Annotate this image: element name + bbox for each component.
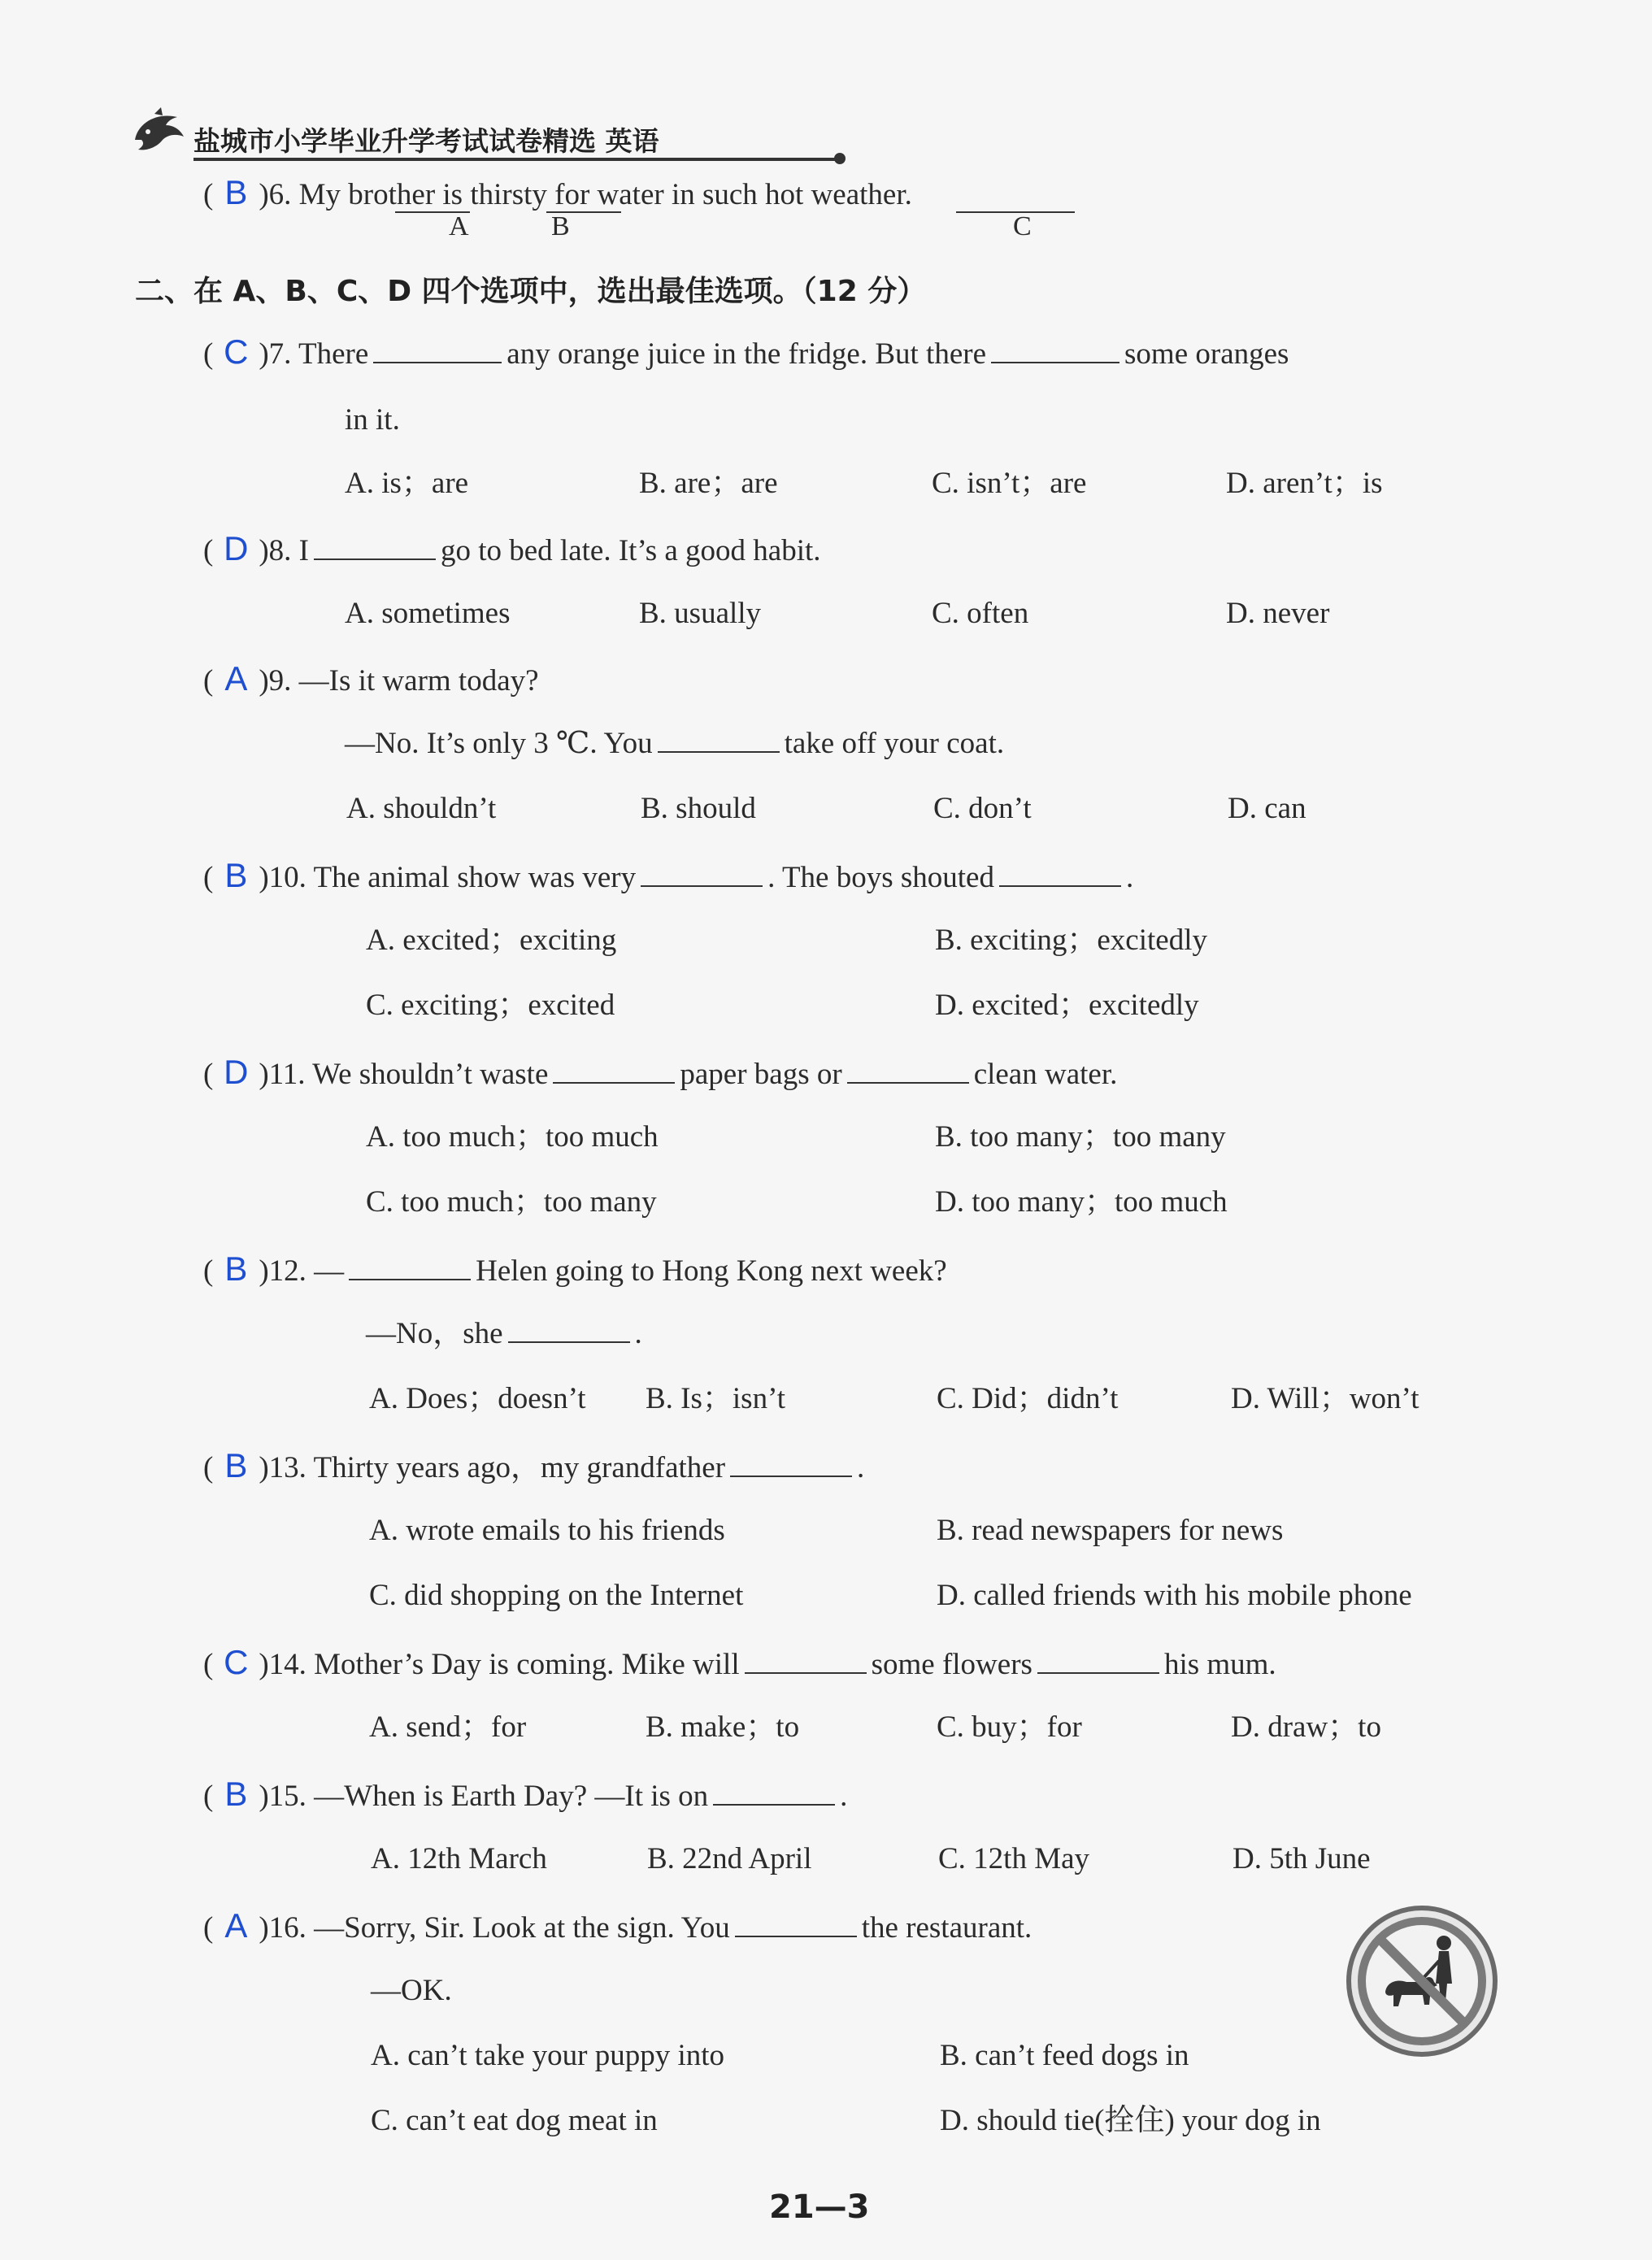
- answer: B: [224, 856, 248, 894]
- question-13: [203, 1447, 864, 1487]
- blank: [658, 727, 780, 753]
- dolphin-logo-icon: [130, 107, 189, 158]
- option-a: A. sometimes: [345, 597, 511, 630]
- option-b: B. 22nd April: [647, 1842, 812, 1875]
- option-a: A. too much；too much: [366, 1120, 659, 1154]
- paren-open: (: [203, 178, 214, 211]
- paren-open: (: [203, 861, 214, 894]
- answer: C: [224, 1643, 249, 1681]
- text-part: Helen going to Hong Kong next week?: [476, 1254, 947, 1288]
- question-number: )11.: [259, 1058, 306, 1091]
- option-b: B. exciting；excitedly: [935, 924, 1207, 957]
- text-part: I: [298, 534, 309, 567]
- text-part: take off your coat.: [784, 727, 1005, 760]
- option-d: D. Will；won’t: [1231, 1382, 1419, 1415]
- blank: [373, 337, 502, 363]
- section-heading: 二、在 A、B、C、D 四个选项中，选出最佳选项。（12 分）: [135, 275, 927, 308]
- question-16: [203, 1907, 1032, 1947]
- question-12: [203, 1250, 947, 1290]
- answer: B: [224, 1446, 248, 1484]
- blank: [991, 337, 1119, 363]
- option-a: A. 12th March: [371, 1842, 547, 1875]
- blank: [349, 1254, 471, 1280]
- option-d: D. excited；excitedly: [935, 989, 1199, 1022]
- blank: [999, 861, 1121, 887]
- blank: [508, 1317, 630, 1343]
- question-number: )14.: [259, 1648, 306, 1681]
- option-d: D. should tie(拴住) your dog in: [940, 2104, 1321, 2137]
- text-part: .: [840, 1780, 848, 1813]
- text-part: clean water.: [973, 1058, 1118, 1091]
- text-part: There: [298, 337, 369, 371]
- question-9-line2: [345, 725, 1004, 763]
- text-part: —Sorry, Sir. Look at the sign. You: [314, 1911, 730, 1945]
- question-16-line2: —OK.: [371, 1974, 452, 2007]
- option-a: A. excited；exciting: [366, 924, 617, 957]
- paren-open: (: [203, 534, 214, 567]
- option-c: C. 12th May: [938, 1842, 1090, 1875]
- text-part: .: [857, 1451, 865, 1484]
- answer: B: [224, 173, 248, 211]
- option-c: C. isn’t；are: [932, 467, 1087, 500]
- option-c: C. did shopping on the Internet: [369, 1579, 744, 1612]
- text-part: We shouldn’t waste: [312, 1058, 549, 1091]
- question-11: [203, 1054, 1117, 1093]
- option-d: D. 5th June: [1232, 1842, 1371, 1875]
- blank: [713, 1780, 835, 1806]
- paren-open: (: [203, 1648, 214, 1681]
- question-text: My brother is thirsty for water in such hot weather.: [298, 178, 912, 211]
- question-14: [203, 1644, 1276, 1684]
- option-a: A. is；are: [345, 467, 469, 500]
- header-title: 盐城市小学毕业升学考试试卷精选 英语: [193, 125, 659, 157]
- paren-open: (: [203, 1254, 214, 1288]
- option-b: B. are；are: [639, 467, 778, 500]
- blank: [314, 534, 436, 560]
- text-part: .: [634, 1317, 642, 1350]
- question-9: [203, 660, 539, 700]
- question-6: [203, 174, 912, 214]
- question-number: )6.: [259, 178, 292, 211]
- text-part: . The boys shouted: [767, 861, 994, 894]
- text-part: —No. It’s only 3 ℃. You: [345, 727, 653, 760]
- question-7: [203, 333, 1289, 373]
- paren-open: (: [203, 664, 214, 698]
- blank: [641, 861, 763, 887]
- text-part: Mother’s Day is coming. Mike will: [314, 1648, 740, 1681]
- question-10: [203, 857, 1133, 897]
- text-part: The animal show was very: [313, 861, 637, 894]
- question-number: )15.: [259, 1780, 306, 1813]
- option-a: A. wrote emails to his friends: [369, 1514, 725, 1547]
- option-d: D. aren’t；is: [1226, 467, 1383, 500]
- option-c: C. exciting；excited: [366, 989, 615, 1022]
- question-number: )16.: [259, 1911, 306, 1945]
- option-d: D. draw；to: [1231, 1710, 1381, 1744]
- question-7-cont: in it.: [345, 403, 400, 437]
- question-15: [203, 1775, 847, 1815]
- option-b: B. too many；too many: [935, 1120, 1226, 1154]
- option-c: C. don’t: [933, 792, 1032, 825]
- question-number: )13.: [259, 1451, 306, 1484]
- paren-open: (: [203, 337, 214, 371]
- option-a: A. shouldn’t: [346, 792, 497, 825]
- text-part: .: [1125, 861, 1134, 894]
- answer: B: [224, 1250, 248, 1288]
- text-part: Thirty years ago，my grandfather: [313, 1451, 726, 1484]
- option-a: A. send；for: [369, 1710, 527, 1744]
- option-d: D. called friends with his mobile phone: [937, 1579, 1412, 1612]
- page-number: 21—3: [769, 2188, 870, 2226]
- option-b: B. Is；isn’t: [646, 1382, 786, 1415]
- option-c: C. buy；for: [937, 1710, 1082, 1744]
- paren-open: (: [203, 1780, 214, 1813]
- option-c: C. too much；too many: [366, 1185, 657, 1219]
- blank: [1037, 1648, 1159, 1674]
- question-8: [203, 530, 821, 570]
- header-dot: [834, 153, 846, 164]
- text-part: some flowers: [871, 1648, 1032, 1681]
- paren-open: (: [203, 1911, 214, 1945]
- question-number: )8.: [259, 534, 292, 567]
- option-b: B. should: [641, 792, 756, 825]
- answer: C: [224, 332, 249, 371]
- text-part: —: [314, 1254, 345, 1288]
- answer: A: [224, 659, 248, 698]
- text-part: —When is Earth Day? —It is on: [314, 1780, 709, 1813]
- mark-a: A: [449, 211, 469, 241]
- option-c: C. often: [932, 597, 1029, 630]
- answer: D: [224, 1053, 249, 1091]
- blank: [847, 1058, 969, 1084]
- text-part: —Is it warm today?: [298, 664, 539, 698]
- paren-open: (: [203, 1058, 214, 1091]
- blank: [745, 1648, 867, 1674]
- paren-open: (: [203, 1451, 214, 1484]
- blank: [735, 1911, 857, 1937]
- mark-c: C: [1013, 211, 1032, 241]
- blank: [553, 1058, 675, 1084]
- text-part: paper bags or: [680, 1058, 842, 1091]
- question-number: )12.: [259, 1254, 306, 1288]
- option-b: B. read newspapers for news: [937, 1514, 1284, 1547]
- answer: B: [224, 1775, 248, 1813]
- text-part: the restaurant.: [861, 1911, 1032, 1945]
- option-a: A. Does；doesn’t: [369, 1382, 586, 1415]
- answer: A: [224, 1906, 248, 1945]
- option-d: D. never: [1226, 597, 1330, 630]
- text-part: any orange juice in the fridge. But there: [506, 337, 987, 371]
- option-c: C. Did；didn’t: [937, 1382, 1119, 1415]
- text-part: go to bed late. It’s a good habit.: [440, 534, 821, 567]
- text-part: —No，she: [366, 1317, 503, 1350]
- question-number: )10.: [259, 861, 306, 894]
- option-a: A. can’t take your puppy into: [371, 2039, 725, 2072]
- no-dogs-sign-icon: [1345, 1904, 1499, 2058]
- answer: D: [224, 529, 249, 567]
- option-d: D. too many；too much: [935, 1185, 1228, 1219]
- option-c: C. can’t eat dog meat in: [371, 2104, 658, 2137]
- blank: [730, 1451, 852, 1477]
- option-d: D. can: [1228, 792, 1306, 825]
- text-part: his mum.: [1163, 1648, 1276, 1681]
- mark-b: B: [551, 211, 570, 241]
- question-12-line2: [366, 1315, 642, 1353]
- option-b: B. can’t feed dogs in: [940, 2039, 1189, 2072]
- option-b: B. usually: [639, 597, 762, 630]
- header-rule: [193, 158, 837, 161]
- text-part: some oranges: [1124, 337, 1289, 371]
- question-number: )9.: [259, 664, 292, 698]
- option-b: B. make；to: [646, 1710, 800, 1744]
- question-number: )7.: [259, 337, 292, 371]
